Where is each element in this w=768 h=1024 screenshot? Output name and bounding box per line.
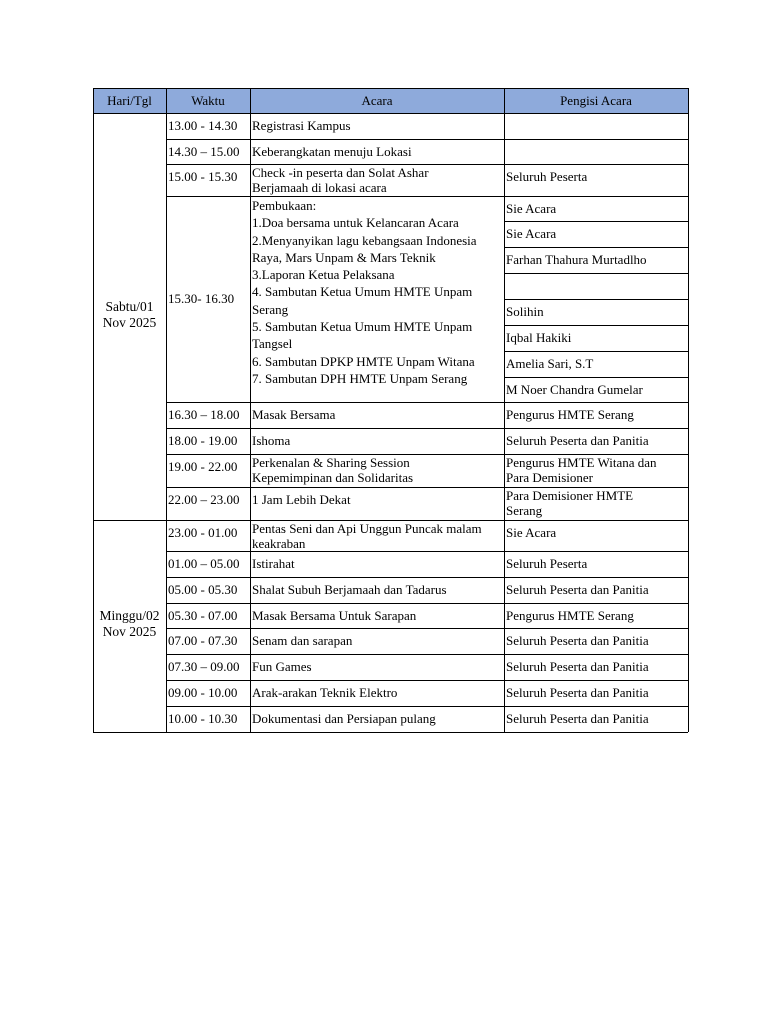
host-row-divider bbox=[504, 299, 688, 300]
activity-line: Perkenalan & Sharing Session bbox=[252, 455, 410, 470]
host-row-divider bbox=[504, 402, 688, 403]
session-row-divider bbox=[166, 520, 504, 521]
host-row-divider bbox=[504, 247, 688, 248]
activity-line: Arak-arakan Teknik Elektro bbox=[252, 685, 398, 700]
activity-line: keakraban bbox=[252, 536, 306, 551]
host-row-divider bbox=[504, 325, 688, 326]
host-cell bbox=[506, 330, 686, 350]
host-row-divider bbox=[504, 628, 688, 629]
host-cell bbox=[506, 118, 686, 138]
session-row-divider bbox=[166, 487, 504, 488]
host-row-divider bbox=[504, 706, 688, 707]
activity-line: 2.Menyanyikan lagu kebangsaan Indonesia bbox=[252, 232, 477, 248]
session-activity bbox=[252, 455, 510, 486]
session-activity bbox=[252, 118, 510, 138]
day-label-line: Nov 2025 bbox=[102, 624, 157, 639]
host-cell bbox=[506, 278, 686, 298]
activity-line: Dokumentasi dan Persiapan pulang bbox=[252, 711, 436, 726]
activity-line: 6. Sambutan DPKP HMTE Unpam Witana bbox=[252, 353, 475, 369]
host-row-divider bbox=[504, 551, 688, 552]
host-cell bbox=[506, 226, 686, 246]
session-time: 07.30 – 09.00 bbox=[168, 659, 240, 674]
activity-line: Registrasi Kampus bbox=[252, 118, 351, 133]
session-activity bbox=[252, 433, 510, 453]
host-cell bbox=[506, 685, 686, 705]
session-activity bbox=[252, 556, 510, 576]
host-line: Farhan Thahura Murtadlho bbox=[506, 252, 647, 267]
activity-line: Kepemimpinan dan Solidaritas bbox=[252, 470, 414, 485]
session-activity bbox=[252, 685, 510, 705]
host-row-divider bbox=[504, 113, 688, 114]
activity-line: 7. Sambutan DPH HMTE Unpam Serang bbox=[252, 370, 468, 386]
host-cell bbox=[506, 407, 686, 427]
day-label-line: Sabtu/01 bbox=[105, 298, 154, 314]
session-row-divider bbox=[166, 732, 504, 733]
activity-line: 4. Sambutan Ketua Umum HMTE Unpam bbox=[252, 284, 473, 300]
host-line bbox=[506, 144, 686, 159]
column-divider bbox=[166, 88, 167, 732]
session-time: 13.00 - 14.30 bbox=[168, 118, 238, 133]
host-line: Solihin bbox=[506, 304, 544, 319]
session-time: 22.00 – 23.00 bbox=[168, 492, 240, 507]
session-activity bbox=[252, 608, 510, 627]
session-activity bbox=[252, 407, 510, 427]
session-time: 16.30 – 18.00 bbox=[168, 407, 240, 422]
session-time: 23.00 - 01.00 bbox=[168, 525, 238, 540]
host-line: Pengurus HMTE Serang bbox=[506, 608, 634, 623]
host-line: Amelia Sari, S.T bbox=[506, 356, 594, 371]
activity-line: 1 Jam Lebih Dekat bbox=[252, 492, 351, 507]
activity-line: Raya, Mars Unpam & Mars Teknik bbox=[252, 249, 436, 265]
activity-line: Masak Bersama bbox=[252, 407, 336, 422]
column-divider bbox=[93, 88, 94, 732]
session-row-divider bbox=[166, 654, 504, 655]
host-line: Serang bbox=[506, 503, 543, 518]
host-row-divider bbox=[504, 377, 688, 378]
session-time: 18.00 - 19.00 bbox=[168, 433, 238, 448]
host-line: Seluruh Peserta bbox=[506, 169, 588, 184]
column-divider bbox=[688, 88, 689, 732]
session-row-divider bbox=[166, 551, 504, 552]
session-activity bbox=[252, 521, 510, 550]
host-line: Seluruh Peserta dan Panitia bbox=[506, 633, 649, 648]
host-cell bbox=[506, 304, 686, 324]
host-line: Pengurus HMTE Serang bbox=[506, 407, 634, 422]
session-row-divider bbox=[166, 196, 504, 197]
host-row-divider bbox=[504, 603, 688, 604]
session-time: 09.00 - 10.00 bbox=[168, 685, 238, 700]
activity-line: Serang bbox=[252, 301, 289, 317]
header-host: Pengisi Acara bbox=[560, 93, 632, 108]
host-row-divider bbox=[504, 680, 688, 681]
host-row-divider bbox=[504, 351, 688, 352]
header-activity: Acara bbox=[361, 93, 393, 108]
activity-line: 5. Sambutan Ketua Umum HMTE Unpam bbox=[252, 319, 473, 335]
host-line: Sie Acara bbox=[506, 201, 557, 216]
day-label-line: Nov 2025 bbox=[102, 314, 157, 330]
session-time: 01.00 – 05.00 bbox=[168, 556, 240, 571]
host-row-divider bbox=[504, 273, 688, 274]
header-day: Hari/Tgl bbox=[107, 93, 152, 108]
session-activity bbox=[252, 582, 510, 602]
host-row-divider bbox=[504, 454, 688, 455]
session-row-divider bbox=[166, 577, 504, 578]
activity-line: Shalat Subuh Berjamaah dan Tadarus bbox=[252, 582, 447, 597]
column-divider bbox=[504, 88, 505, 732]
host-line: Sie Acara bbox=[506, 525, 557, 540]
host-row-divider bbox=[504, 139, 688, 140]
host-cell bbox=[506, 201, 686, 220]
host-cell bbox=[506, 659, 686, 679]
host-cell bbox=[506, 488, 686, 519]
session-row-divider bbox=[166, 139, 504, 140]
session-row-divider bbox=[166, 113, 504, 114]
session-row-divider bbox=[166, 603, 504, 604]
host-line: Pengurus HMTE Witana dan bbox=[506, 455, 657, 470]
host-row-divider bbox=[504, 221, 688, 222]
session-activity bbox=[252, 144, 510, 163]
session-activity bbox=[252, 492, 510, 519]
host-line bbox=[506, 278, 686, 293]
session-row-divider bbox=[166, 402, 504, 403]
host-row-divider bbox=[504, 164, 688, 165]
host-row-divider bbox=[504, 487, 688, 488]
activity-line: Fun Games bbox=[252, 659, 312, 674]
session-time: 15.30- 16.30 bbox=[168, 291, 235, 306]
host-line: Seluruh Peserta dan Panitia bbox=[506, 433, 649, 448]
host-cell bbox=[506, 633, 686, 653]
host-row-divider bbox=[504, 428, 688, 429]
host-line: Para Demisioner HMTE bbox=[506, 488, 634, 503]
session-time: 07.00 - 07.30 bbox=[168, 633, 238, 648]
session-activity bbox=[252, 197, 510, 401]
activity-line: Tangsel bbox=[252, 336, 293, 352]
activity-line: Pembukaan: bbox=[252, 198, 317, 213]
host-row-divider bbox=[504, 732, 688, 733]
session-row-divider bbox=[166, 706, 504, 707]
host-row-divider bbox=[504, 654, 688, 655]
host-line: Seluruh Peserta dan Panitia bbox=[506, 685, 649, 700]
session-row-divider bbox=[166, 428, 504, 429]
activity-line: Check -in peserta dan Solat Ashar bbox=[252, 165, 429, 180]
header-time: Waktu bbox=[191, 93, 225, 108]
host-cell bbox=[506, 711, 686, 731]
session-activity bbox=[252, 165, 510, 195]
host-cell bbox=[506, 608, 686, 627]
host-cell bbox=[506, 556, 686, 576]
session-row-divider bbox=[166, 628, 504, 629]
activity-line: Senam dan sarapan bbox=[252, 633, 353, 648]
host-cell bbox=[506, 252, 686, 272]
host-cell bbox=[506, 433, 686, 453]
host-row-divider bbox=[504, 520, 688, 521]
session-activity bbox=[252, 711, 510, 731]
host-line: Seluruh Peserta bbox=[506, 556, 588, 571]
session-time: 05.00 - 05.30 bbox=[168, 582, 238, 597]
host-cell bbox=[506, 382, 686, 401]
day-label-line: Minggu/02 bbox=[99, 608, 160, 623]
session-activity bbox=[252, 633, 510, 653]
host-line: M Noer Chandra Gumelar bbox=[506, 382, 643, 397]
host-row-divider bbox=[504, 577, 688, 578]
activity-line: 3.Laporan Ketua Pelaksana bbox=[252, 267, 395, 283]
activity-line: Berjamaah di lokasi acara bbox=[252, 180, 387, 195]
activity-line: Pentas Seni dan Api Unggun Puncak malam bbox=[252, 521, 482, 536]
session-row-divider bbox=[166, 454, 504, 455]
host-line: Seluruh Peserta dan Panitia bbox=[506, 659, 649, 674]
session-row-divider bbox=[166, 164, 504, 165]
activity-line: Ishoma bbox=[252, 433, 291, 448]
host-cell bbox=[506, 525, 686, 550]
host-line: Sie Acara bbox=[506, 226, 557, 241]
host-cell bbox=[506, 582, 686, 602]
host-cell bbox=[506, 455, 686, 486]
session-time: 10.00 - 10.30 bbox=[168, 711, 238, 726]
activity-line: Masak Bersama Untuk Sarapan bbox=[252, 608, 417, 623]
activity-line: Keberangkatan menuju Lokasi bbox=[252, 144, 412, 159]
session-activity bbox=[252, 659, 510, 679]
host-line: Iqbal Hakiki bbox=[506, 330, 572, 345]
session-time: 05.30 - 07.00 bbox=[168, 608, 238, 623]
session-time: 19.00 - 22.00 bbox=[168, 459, 238, 474]
activity-line: Istirahat bbox=[252, 556, 295, 571]
session-time: 14.30 – 15.00 bbox=[168, 144, 240, 159]
day-label bbox=[93, 299, 166, 335]
day-label bbox=[93, 608, 166, 644]
activity-line: 1.Doa bersama untuk Kelancaran Acara bbox=[252, 215, 459, 231]
host-line: Para Demisioner bbox=[506, 470, 594, 485]
table-top-border bbox=[93, 88, 688, 89]
host-cell bbox=[506, 356, 686, 376]
host-line bbox=[506, 118, 686, 133]
host-line: Seluruh Peserta dan Panitia bbox=[506, 582, 649, 597]
session-row-divider bbox=[166, 680, 504, 681]
host-cell bbox=[506, 169, 686, 195]
host-line: Seluruh Peserta dan Panitia bbox=[506, 711, 649, 726]
host-row-divider bbox=[504, 196, 688, 197]
column-divider bbox=[250, 88, 251, 732]
host-cell bbox=[506, 144, 686, 163]
session-time: 15.00 - 15.30 bbox=[168, 169, 238, 184]
